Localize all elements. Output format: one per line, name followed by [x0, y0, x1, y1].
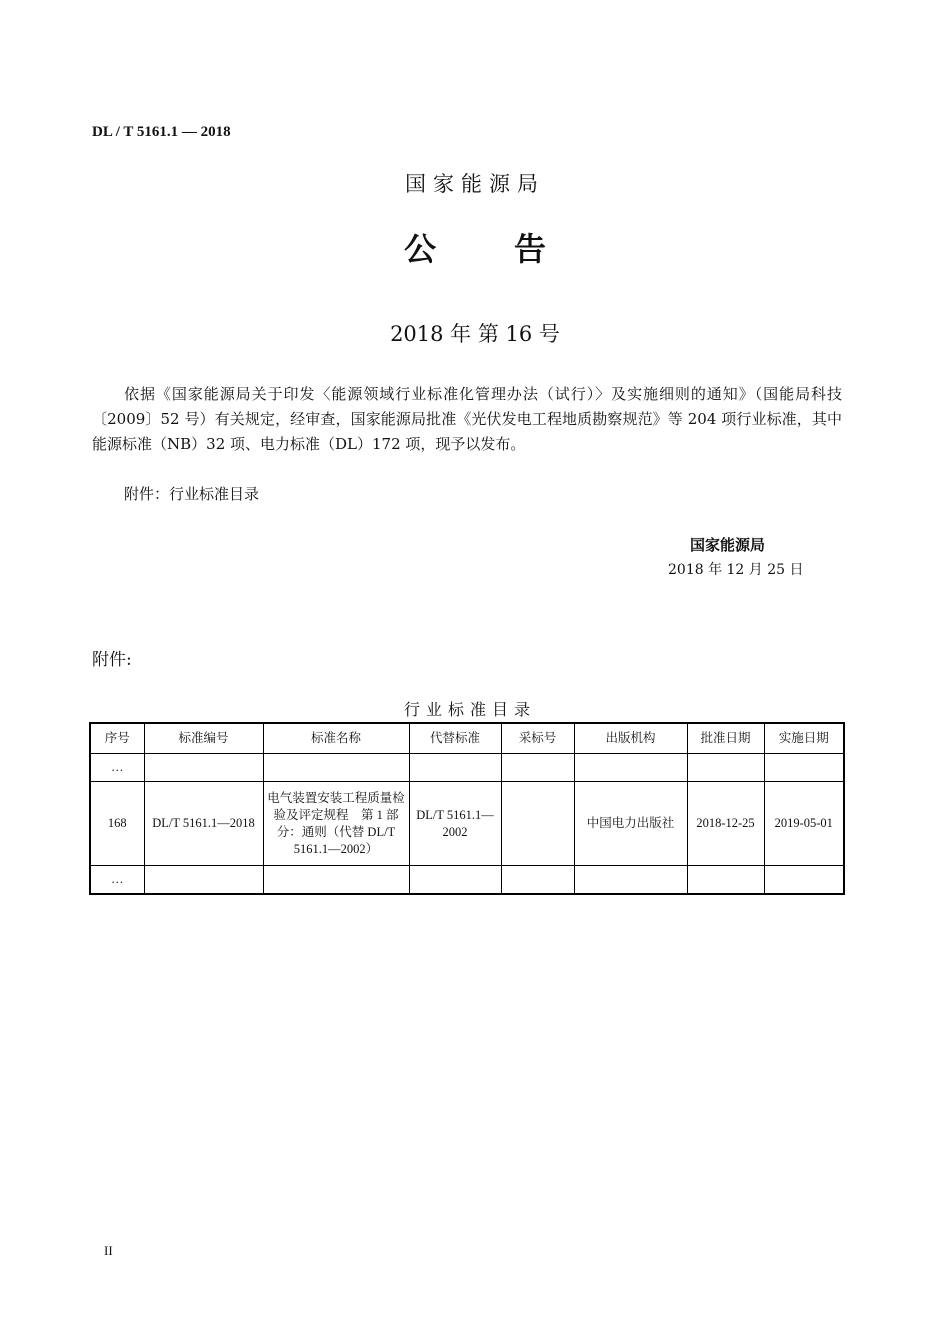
table-header-row [90, 723, 844, 754]
cell-effective [764, 754, 844, 782]
column-header: 标准名称 [263, 723, 409, 754]
cell-replaces: DL/T 5161.1—2002 [409, 782, 501, 866]
cell-publisher [574, 754, 687, 782]
cell-approved [687, 866, 764, 895]
cell-effective: 2019-05-01 [764, 782, 844, 866]
cell-seq: … [90, 754, 144, 782]
page-number: II [104, 1243, 113, 1258]
cell-code [144, 754, 263, 782]
cell-name [263, 866, 409, 895]
table-row [90, 782, 844, 866]
attachment-label: 附件: [92, 650, 132, 670]
cell-replaces [409, 866, 501, 895]
column-header: 批准日期 [687, 723, 764, 754]
announcement-number: 2018 年 第 16 号 [390, 322, 560, 346]
announcement-body: 依据《国家能源局关于印发〈能源领域行业标准化管理办法（试行）〉及实施细则的通知》（国能局科技〔2009〕52 号）有关规定，经审查，国家能源局批准《光伏发电工程地质勘察规范》等 204 项行业标准，其中能源标准（NB）32 项、电力标准（DL）172 项，现予以发布。 [92, 385, 842, 453]
column-header: 序号 [90, 723, 144, 754]
title-char-left: 公 [403, 230, 436, 268]
signature-organization: 国家能源局 [690, 536, 766, 554]
table-title: 行业标准目录 [403, 700, 536, 719]
column-header: 出版机构 [574, 723, 687, 754]
cell-approved [687, 754, 764, 782]
cell-publisher [574, 866, 687, 895]
cell-replaces [409, 754, 501, 782]
cell-code: DL/T 5161.1—2018 [144, 782, 263, 866]
cell-seq: 168 [90, 782, 144, 866]
cell-approved: 2018-12-25 [687, 782, 764, 866]
cell-seq: … [90, 866, 144, 895]
signature-date: 2018 年 12 月 25 日 [668, 562, 804, 578]
cell-adopted [501, 866, 574, 895]
cell-adopted [501, 782, 574, 866]
cell-adopted [501, 754, 574, 782]
column-header: 实施日期 [764, 723, 844, 754]
cell-name: 电气装置安装工程质量检验及评定规程 第 1 部分：通则（代替 DL/T 5161.1—2002） [263, 782, 409, 866]
cell-code [144, 866, 263, 895]
cell-publisher: 中国电力出版社 [574, 782, 687, 866]
issuer-heading: 国家能源局 [405, 172, 545, 196]
announcement-title [0, 224, 950, 270]
cell-effective [764, 866, 844, 895]
column-header: 代替标准 [409, 723, 501, 754]
title-char-right: 告 [514, 230, 547, 268]
standards-table [89, 722, 845, 895]
document-code: DL / T 5161.1 — 2018 [92, 124, 231, 140]
column-header: 标准编号 [144, 723, 263, 754]
attachment-reference: 附件：行业标准目录 [124, 485, 260, 503]
cell-name [263, 754, 409, 782]
table-row [90, 866, 844, 895]
column-header: 采标号 [501, 723, 574, 754]
table-row [90, 754, 844, 782]
